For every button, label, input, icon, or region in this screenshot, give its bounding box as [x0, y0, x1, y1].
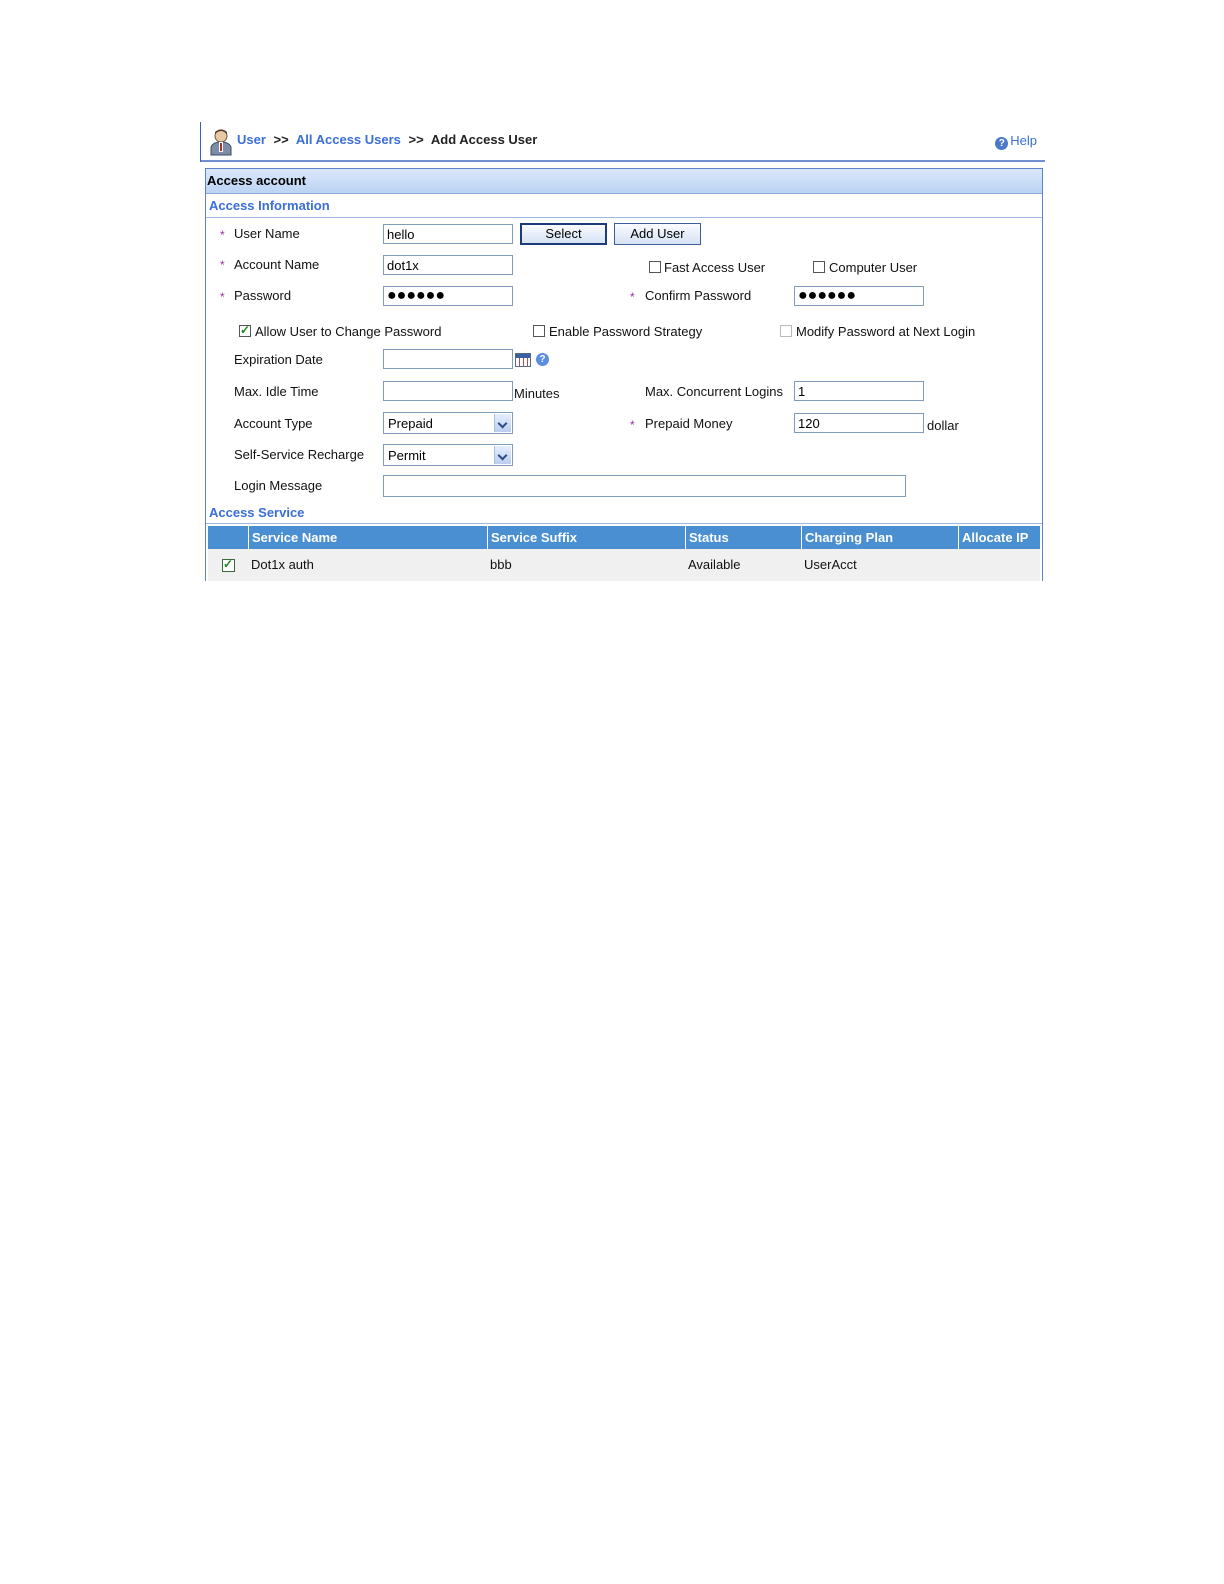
calendar-icon[interactable] — [515, 353, 531, 367]
account-name-label: Account Name — [234, 257, 320, 272]
prepaid-money-label: Prepaid Money — [645, 416, 733, 431]
chevron-down-icon[interactable] — [494, 446, 511, 464]
prepaid-money-input[interactable] — [794, 413, 924, 433]
column-header-allocate-ip[interactable]: Allocate IP — [958, 526, 1040, 549]
service-row-checkbox[interactable] — [222, 559, 235, 572]
section-divider — [206, 523, 1042, 524]
charging-plan-cell: UserAcct — [804, 557, 857, 572]
modify-password-next-login-checkbox[interactable] — [780, 325, 792, 337]
account-type-label: Account Type — [234, 416, 313, 431]
breadcrumb-separator: >> — [273, 132, 289, 147]
self-service-recharge-value: Permit — [388, 448, 426, 463]
column-header-charging-plan[interactable]: Charging Plan — [801, 526, 958, 549]
service-suffix-cell: bbb — [490, 557, 512, 572]
help-label: Help — [1010, 133, 1037, 148]
password-label: Password — [234, 288, 292, 303]
status-cell: Available — [688, 557, 741, 572]
enable-password-strategy-label: Enable Password Strategy — [549, 324, 703, 339]
table-row — [208, 549, 1040, 581]
confirm-password-label: Confirm Password — [645, 288, 752, 303]
self-service-recharge-label: Self-Service Recharge — [234, 447, 365, 462]
user-name-input[interactable] — [383, 224, 513, 244]
breadcrumb — [237, 132, 537, 147]
user-avatar-icon — [209, 128, 233, 156]
enable-password-strategy-checkbox[interactable] — [533, 325, 545, 337]
modify-password-next-login-label: Modify Password at Next Login — [796, 324, 976, 339]
self-service-recharge-select[interactable] — [383, 444, 513, 466]
account-name-input[interactable] — [383, 255, 513, 275]
breadcrumb-separator: >> — [408, 132, 424, 147]
required-marker: * — [630, 290, 635, 304]
login-message-input[interactable] — [383, 475, 906, 497]
account-type-value: Prepaid — [388, 416, 433, 431]
select-column-header — [208, 526, 248, 549]
header-divider — [201, 160, 1045, 162]
add-access-user-panel — [200, 122, 1044, 580]
breadcrumb-current: Add Access User — [430, 132, 538, 147]
required-marker: * — [630, 418, 635, 432]
select-button[interactable]: Select — [520, 223, 607, 245]
max-idle-time-label: Max. Idle Time — [234, 384, 319, 399]
allow-change-password-checkbox[interactable] — [239, 325, 251, 337]
column-header-status[interactable]: Status — [685, 526, 801, 549]
fast-access-user-checkbox[interactable] — [649, 261, 661, 273]
column-header-service-suffix[interactable]: Service Suffix — [487, 526, 685, 549]
minutes-unit: Minutes — [514, 386, 560, 401]
required-marker: * — [220, 258, 225, 272]
access-service-title: Access Service — [209, 505, 305, 520]
access-account-title: Access account — [206, 169, 1042, 194]
access-information-title: Access Information — [209, 198, 330, 213]
service-name-cell: Dot1x auth — [251, 557, 314, 572]
column-header-service-name[interactable]: Service Name — [248, 526, 487, 549]
dollar-unit: dollar — [927, 418, 959, 433]
computer-user-label: Computer User — [829, 260, 918, 275]
confirm-password-input[interactable] — [794, 286, 924, 306]
user-name-label: User Name — [234, 226, 300, 241]
max-concurrent-logins-label: Max. Concurrent Logins — [645, 384, 784, 399]
question-circle-icon: ? — [995, 137, 1008, 150]
page-header — [200, 122, 1045, 162]
fast-access-user-label: Fast Access User — [664, 260, 766, 275]
required-marker: * — [220, 290, 225, 304]
login-message-label: Login Message — [234, 478, 323, 493]
breadcrumb-all-access-users-link[interactable]: All Access Users — [295, 132, 401, 147]
question-circle-icon[interactable]: ? — [536, 353, 549, 366]
computer-user-checkbox[interactable] — [813, 261, 825, 273]
account-type-select[interactable] — [383, 412, 513, 434]
max-idle-time-input[interactable] — [383, 381, 513, 401]
allow-change-password-label: Allow User to Change Password — [255, 324, 442, 339]
expiration-date-input[interactable] — [383, 349, 513, 369]
password-input[interactable] — [383, 286, 513, 306]
help-link[interactable] — [995, 133, 1037, 150]
section-divider — [206, 217, 1042, 218]
chevron-down-icon[interactable] — [494, 414, 511, 432]
breadcrumb-user-link[interactable]: User — [237, 132, 266, 147]
max-concurrent-logins-input[interactable] — [794, 381, 924, 401]
service-table-header — [208, 526, 1040, 549]
required-marker: * — [220, 228, 225, 242]
add-user-button[interactable]: Add User — [614, 223, 701, 245]
expiration-date-label: Expiration Date — [234, 352, 323, 367]
access-account-box — [205, 168, 1043, 581]
